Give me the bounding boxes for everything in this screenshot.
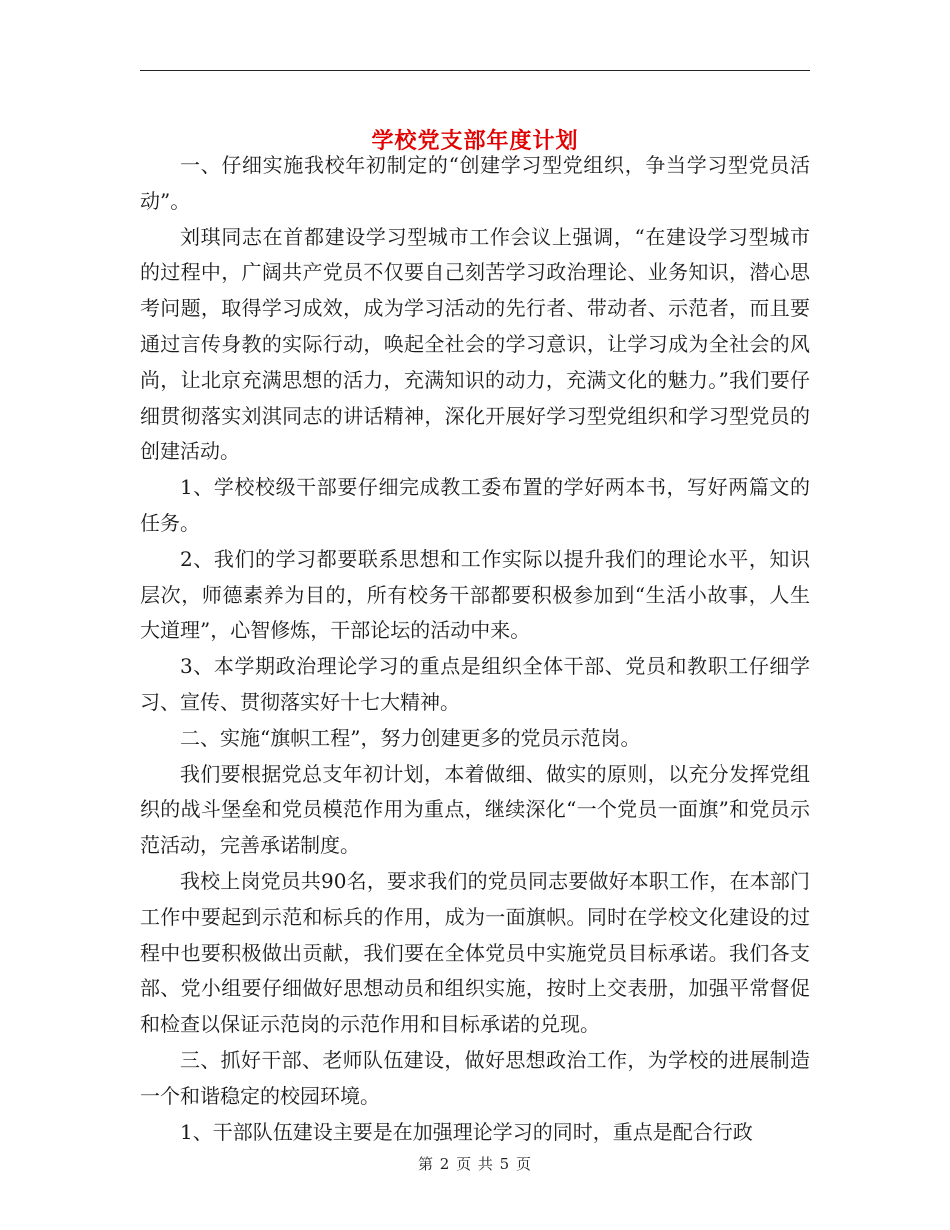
page-number-footer: 第 2 页 共 5 页 [418,1155,532,1173]
document-body [140,148,810,1150]
paragraph-section-three-heading: 三、抓好干部、老师队伍建设，做好思想政治工作，为学校的进展制造一个和谐稳定的校园环境。 [140,1047,810,1108]
paragraph-item-2: 2、我们的学习都要联系思想和工作实际以提升我们的理论水平，知识层次，师德素养为目的，所有校务干部都要积极参加到“生活小故事，人生大道理”，心智修炼，干部论坛的活动中来。 [140,546,810,643]
paragraph-plan: 我们要根据党总支年初计划，本着做细、做实的原则，以充分发挥党组织的战斗堡垒和党员模范作用为重点，继续深化“一个党员一面旗”和党员示范活动，完善承诺制度。 [140,761,810,858]
document-title: 学校党支部年度计划 [371,127,579,154]
paragraph-section-two-heading: 二、实施“旗帜工程”，努力创建更多的党员示范岗。 [180,725,641,750]
paragraph-members: 我校上岗党员共90名，要求我们的党员同志要做好本职工作，在本部门工作中要起到示范和标兵的作用，成为一面旗帜。同时在学校文化建设的过程中也要积极做出贡献，我们要在全体党员中实施党员目标承诺。我们各支部、党小组要仔细做好思想动员和组织实施，按时上交表册，加强平常督促和检查以保证示范岗的示范作用和目标承诺的兑现。 [140,868,810,1037]
paragraph-item-1: 1、学校校级干部要仔细完成教工委布置的学好两本书，写好两篇文的任务。 [140,475,810,535]
paragraph-section-one-heading: 一、仔细实施我校年初制定的“创建学习型党组织，争当学习型党员活动”。 [140,153,810,213]
header-rule [140,70,810,71]
paragraph-quote: 刘琪同志在首都建设学习型城市工作会议上强调，“在建设学习型城市的过程中，广阔共产党员不仅要自己刻苦学习政治理论、业务知识，潜心思考问题，取得学习成效，成为学习活动的先行者、带动者、示范者，而且要通过言传身教的实际行动，唤起全社会的学习意识，让学习成为全社会的风尚，让北京充满思想的活力，充满知识的动力，充满文化的魅力。”我们要仔细贯彻落实刘淇同志的讲话精神，深化开展好学习型党组织和学习型党员的创建活动。 [140,224,810,464]
paragraph-item-3: 3、本学期政治理论学习的重点是组织全体干部、党员和教职工仔细学习、宣传、贯彻落实好十七大精神。 [140,654,810,714]
paragraph-item-cadre: 1、干部队伍建设主要是在加强理论学习的同时，重点是配合行政 [180,1119,753,1144]
